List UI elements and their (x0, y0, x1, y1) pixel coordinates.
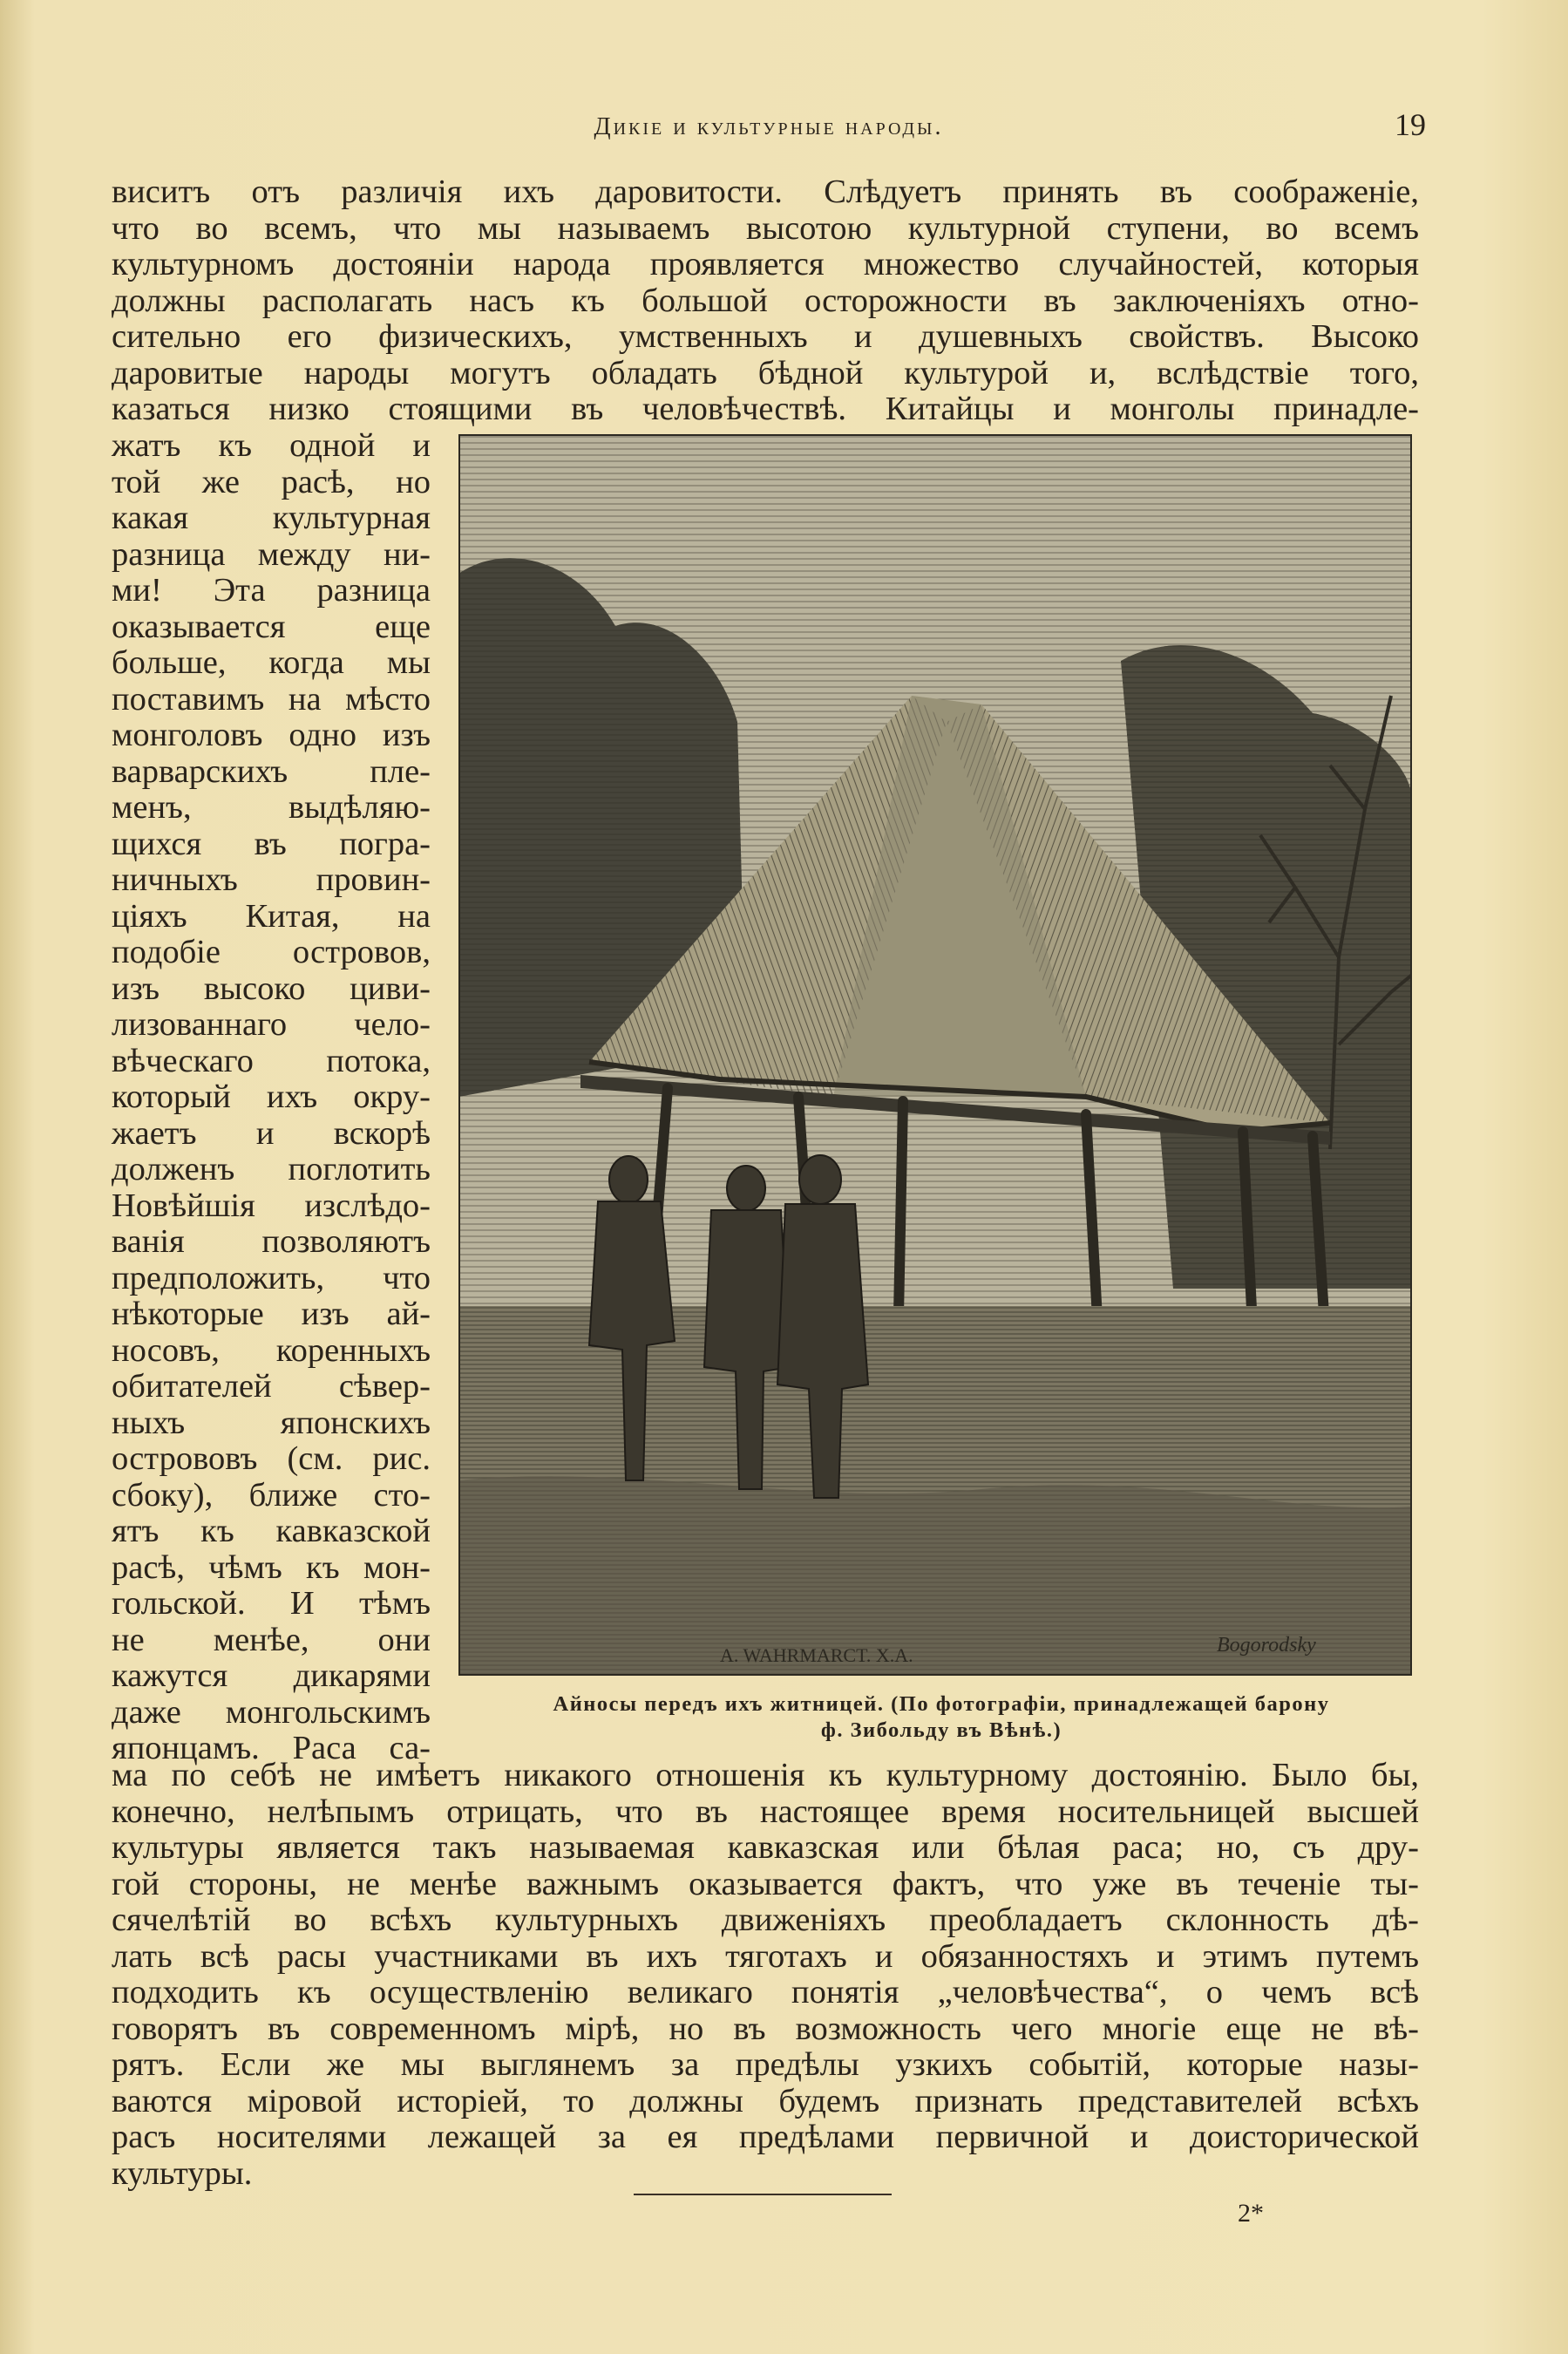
bottom-paragraph (112, 1758, 1419, 2192)
text-line: ми! Эта разница (112, 572, 431, 609)
text-line: менъ, выдѣляю- (112, 789, 431, 826)
side-column-text (112, 428, 431, 1767)
text-line: даровитые народы могутъ обладать бѣдной культурой и, вслѣдствіе того, (112, 354, 1419, 391)
text-line: не менѣе, они (112, 1621, 431, 1658)
text-line: казаться низко стоящими въ человѣчествѣ. Китайцы и монголы принадле- (112, 391, 1419, 427)
text-line: сячелѣтій во всѣхъ культурныхъ движеніяхъ преобладаетъ склонность дѣ- (112, 1902, 1419, 1938)
text-line: культуры является такъ называемая кавказская или бѣлая раса; но, съ дру- (112, 1829, 1419, 1866)
text-line: жатъ къ одной и (112, 427, 431, 464)
text-line: что во всемъ, что мы называемъ высотою культурной ступени, во всемъ (112, 209, 1419, 247)
text-line: монголовъ одно изъ (112, 717, 431, 753)
text-line: ныхъ японскихъ (112, 1404, 431, 1441)
engraver-signature: A. WAHRMARCT. X.A. (720, 1644, 913, 1666)
text-line: подобіе островов, (112, 934, 431, 970)
text-line: культурномъ достояніи народа проявляется множество случайностей, которыя (112, 246, 1419, 282)
text-line: гой стороны, не менѣе важнымъ оказывается фактъ, что уже въ теченіе ты- (112, 1865, 1419, 1902)
text-line: изъ высоко циви- (112, 969, 431, 1007)
text-line: гольской. И тѣмъ (112, 1585, 431, 1622)
text-line: ванія позволяютъ (112, 1223, 431, 1260)
text-line: ятъ къ кавказской (112, 1513, 431, 1549)
engraving-illustration (458, 434, 1412, 1676)
text-line: носовъ, коренныхъ (112, 1331, 431, 1369)
text-line: виситъ отъ различія ихъ даровитости. Слѣдуетъ принять въ соображеніе, (112, 173, 1419, 210)
text-line: расѣ, чѣмъ къ мон- (112, 1548, 431, 1586)
artist-signature: Bogorodsky (1217, 1634, 1316, 1657)
printer-signature-mark: 2* (1238, 2199, 1264, 2228)
text-line: долженъ поглотить (112, 1151, 431, 1187)
text-line: ма по себѣ не имѣетъ никакого отношенія къ культурному достоянію. Было бы, (112, 1757, 1419, 1793)
text-line: оказывается еще (112, 608, 431, 645)
text-line: рятъ. Если же мы выглянемъ за предѣлы узкихъ событій, которые назы- (112, 2046, 1419, 2083)
text-line: варварскихъ пле- (112, 752, 431, 790)
text-line: острововъ (см. рис. (112, 1440, 431, 1477)
figure-caption-line: ф. Зибольду въ Вѣнѣ.) (820, 1718, 1062, 1742)
text-line: какая культурная (112, 500, 431, 536)
text-line: предположить, что (112, 1259, 431, 1296)
figure-caption-line: Айносы передъ ихъ житницей. (По фотографіи, принадлежащей барону (553, 1692, 1330, 1716)
text-line: ничныхъ провин- (112, 861, 431, 898)
text-line: даже монгольскимъ (112, 1693, 431, 1731)
text-line: культуры. (112, 2154, 253, 2192)
text-line: Новѣйшія изслѣдо- (112, 1187, 431, 1224)
text-line: нѣкоторые изъ ай- (112, 1296, 431, 1332)
text-line: щихся въ погра- (112, 825, 431, 862)
text-line: расъ носителями лежащей за ея предѣлами первичной и доисторической (112, 2119, 1419, 2155)
text-line: сбоку), ближе сто- (112, 1476, 431, 1514)
text-line: обитателей сѣвер- (112, 1368, 431, 1405)
text-line: кажутся дикарями (112, 1657, 431, 1694)
text-line: разница между ни- (112, 535, 431, 573)
figure-caption (471, 1691, 1412, 1744)
text-line: который ихъ окру- (112, 1078, 431, 1115)
text-line: жаетъ и вскорѣ (112, 1114, 431, 1152)
text-line: должны располагать насъ къ большой осторожности въ заключеніяхъ отно- (112, 282, 1419, 319)
text-line: ціяхъ Китая, на (112, 897, 431, 935)
page-header (112, 106, 1426, 150)
running-title: Дикіе и культурные народы. (594, 113, 944, 140)
text-line: вѣческаго потока, (112, 1042, 431, 1079)
top-paragraph (112, 174, 1419, 428)
text-line: ваются міровой исторіей, то должны будемъ признать представителей всѣхъ (112, 2082, 1419, 2119)
end-rule (634, 2194, 892, 2195)
text-line: японцамъ. Раса са- (112, 1730, 431, 1766)
page-number: 19 (1395, 107, 1426, 142)
text-line: подходить къ осуществленію великаго понятія „человѣчества“, о чемъ всѣ (112, 1974, 1419, 2010)
text-line: лать всѣ расы участниками въ ихъ тяготахъ и обязанностяхъ и этимъ путемъ (112, 1937, 1419, 1975)
text-line: лизованнаго чело- (112, 1006, 431, 1043)
text-line: сительно его физическихъ, умственныхъ и душевныхъ свойствъ. Высоко (112, 318, 1419, 355)
text-line: той же расѣ, но (112, 463, 431, 500)
text-line: конечно, нелѣпымъ отрицать, что въ настоящее время носительницей высшей (112, 1793, 1419, 1830)
text-line: больше, когда мы (112, 644, 431, 681)
engraving-ainu-granary (458, 434, 1412, 1676)
text-line: говорятъ въ современномъ мірѣ, но въ возможность чего многіе еще не вѣ- (112, 2010, 1419, 2047)
text-line: поставимъ на мѣсто (112, 680, 431, 718)
